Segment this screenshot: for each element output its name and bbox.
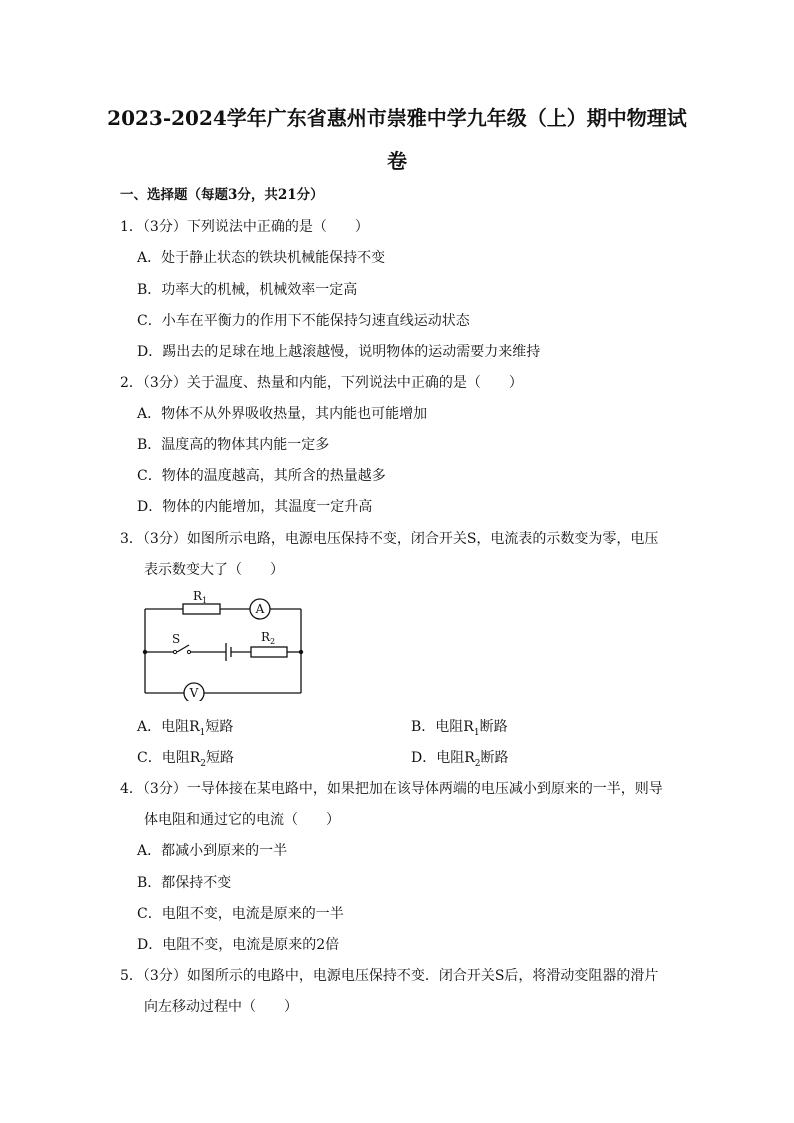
question-2-option-b: B．温度高的物体其内能一定多 — [137, 437, 330, 453]
voltmeter-label: V — [189, 686, 199, 700]
question-1-option-c: C．小车在平衡力的作用下不能保持匀速直线运动状态 — [137, 313, 470, 329]
question-3-option-c: C．电阻$R_2$短路 — [137, 750, 234, 769]
question-1-stem: 1．（3分）下列说法中正确的是（ ） — [120, 219, 369, 235]
section-heading: 一、选择题（每题3分，共21分） — [120, 187, 324, 203]
junction-dot — [143, 650, 147, 654]
page-title: 2023-2024学年广东省惠州市崇雅中学九年级（上）期中物理试 — [107, 106, 687, 130]
question-3-option-b: B．电阻$R_1$断路 — [411, 719, 508, 738]
question-1-option-a: A．处于静止状态的铁块机械能保持不变 — [137, 250, 386, 266]
question-2-stem: 2．（3分）关于温度、热量和内能，下列说法中正确的是（ ） — [120, 375, 523, 391]
junction-dot — [299, 650, 303, 654]
question-4-option-a: A．都减小到原来的一半 — [137, 843, 288, 859]
resistor-r2 — [251, 647, 287, 657]
question-4-option-d: D．电阻不变，电流是原来的2倍 — [137, 937, 340, 953]
question-1-option-b: B．功率大的机械，机械效率一定高 — [137, 282, 358, 298]
ammeter-label: A — [255, 602, 265, 616]
question-5-stem-continued: 向左移动过程中（ ） — [144, 999, 298, 1015]
question-5-stem: 5．（3分）如图所示的电路中，电源电压保持不变．闭合开关S后，将滑动变阻器的滑片 — [120, 968, 659, 984]
question-4-option-c: C．电阻不变，电流是原来的一半 — [137, 906, 344, 922]
question-2-option-d: D．物体的内能增加，其温度一定升高 — [137, 499, 373, 515]
resistor-r1 — [183, 604, 220, 614]
question-1-option-d: D．踢出去的足球在地上越滚越慢，说明物体的运动需要力来维持 — [137, 344, 541, 360]
page-title-continued: 卷 — [387, 149, 407, 173]
question-3-option-a: A．电阻$R_1$短路 — [137, 719, 234, 738]
question-3-stem-continued: 表示数变大了（ ） — [144, 562, 284, 578]
question-4-stem: 4．（3分）一导体接在某电路中，如果把加在该导体两端的电压减小到原来的一半，则导 — [120, 781, 663, 797]
switch-contact — [173, 650, 176, 653]
question-3-stem: 3．（3分）如图所示电路，电源电压保持不变，闭合开关S，电流表的示数变为零，电压 — [120, 531, 659, 547]
question-2-option-c: C．物体的温度越高，其所含的热量越多 — [137, 468, 386, 484]
question-2-option-a: A．物体不从外界吸收热量，其内能也可能增加 — [137, 406, 428, 422]
question-4-option-b: B．都保持不变 — [137, 875, 232, 891]
r1-label: $R_1$ — [193, 589, 208, 605]
question-4-stem-continued: 体电阻和通过它的电流（ ） — [144, 812, 340, 828]
r2-label: $R_2$ — [261, 630, 276, 646]
switch-label: S — [172, 632, 181, 646]
switch-contact — [187, 650, 190, 653]
circuit-diagram — [136, 585, 312, 701]
question-3-option-d: D．电阻$R_2$断路 — [411, 750, 509, 769]
